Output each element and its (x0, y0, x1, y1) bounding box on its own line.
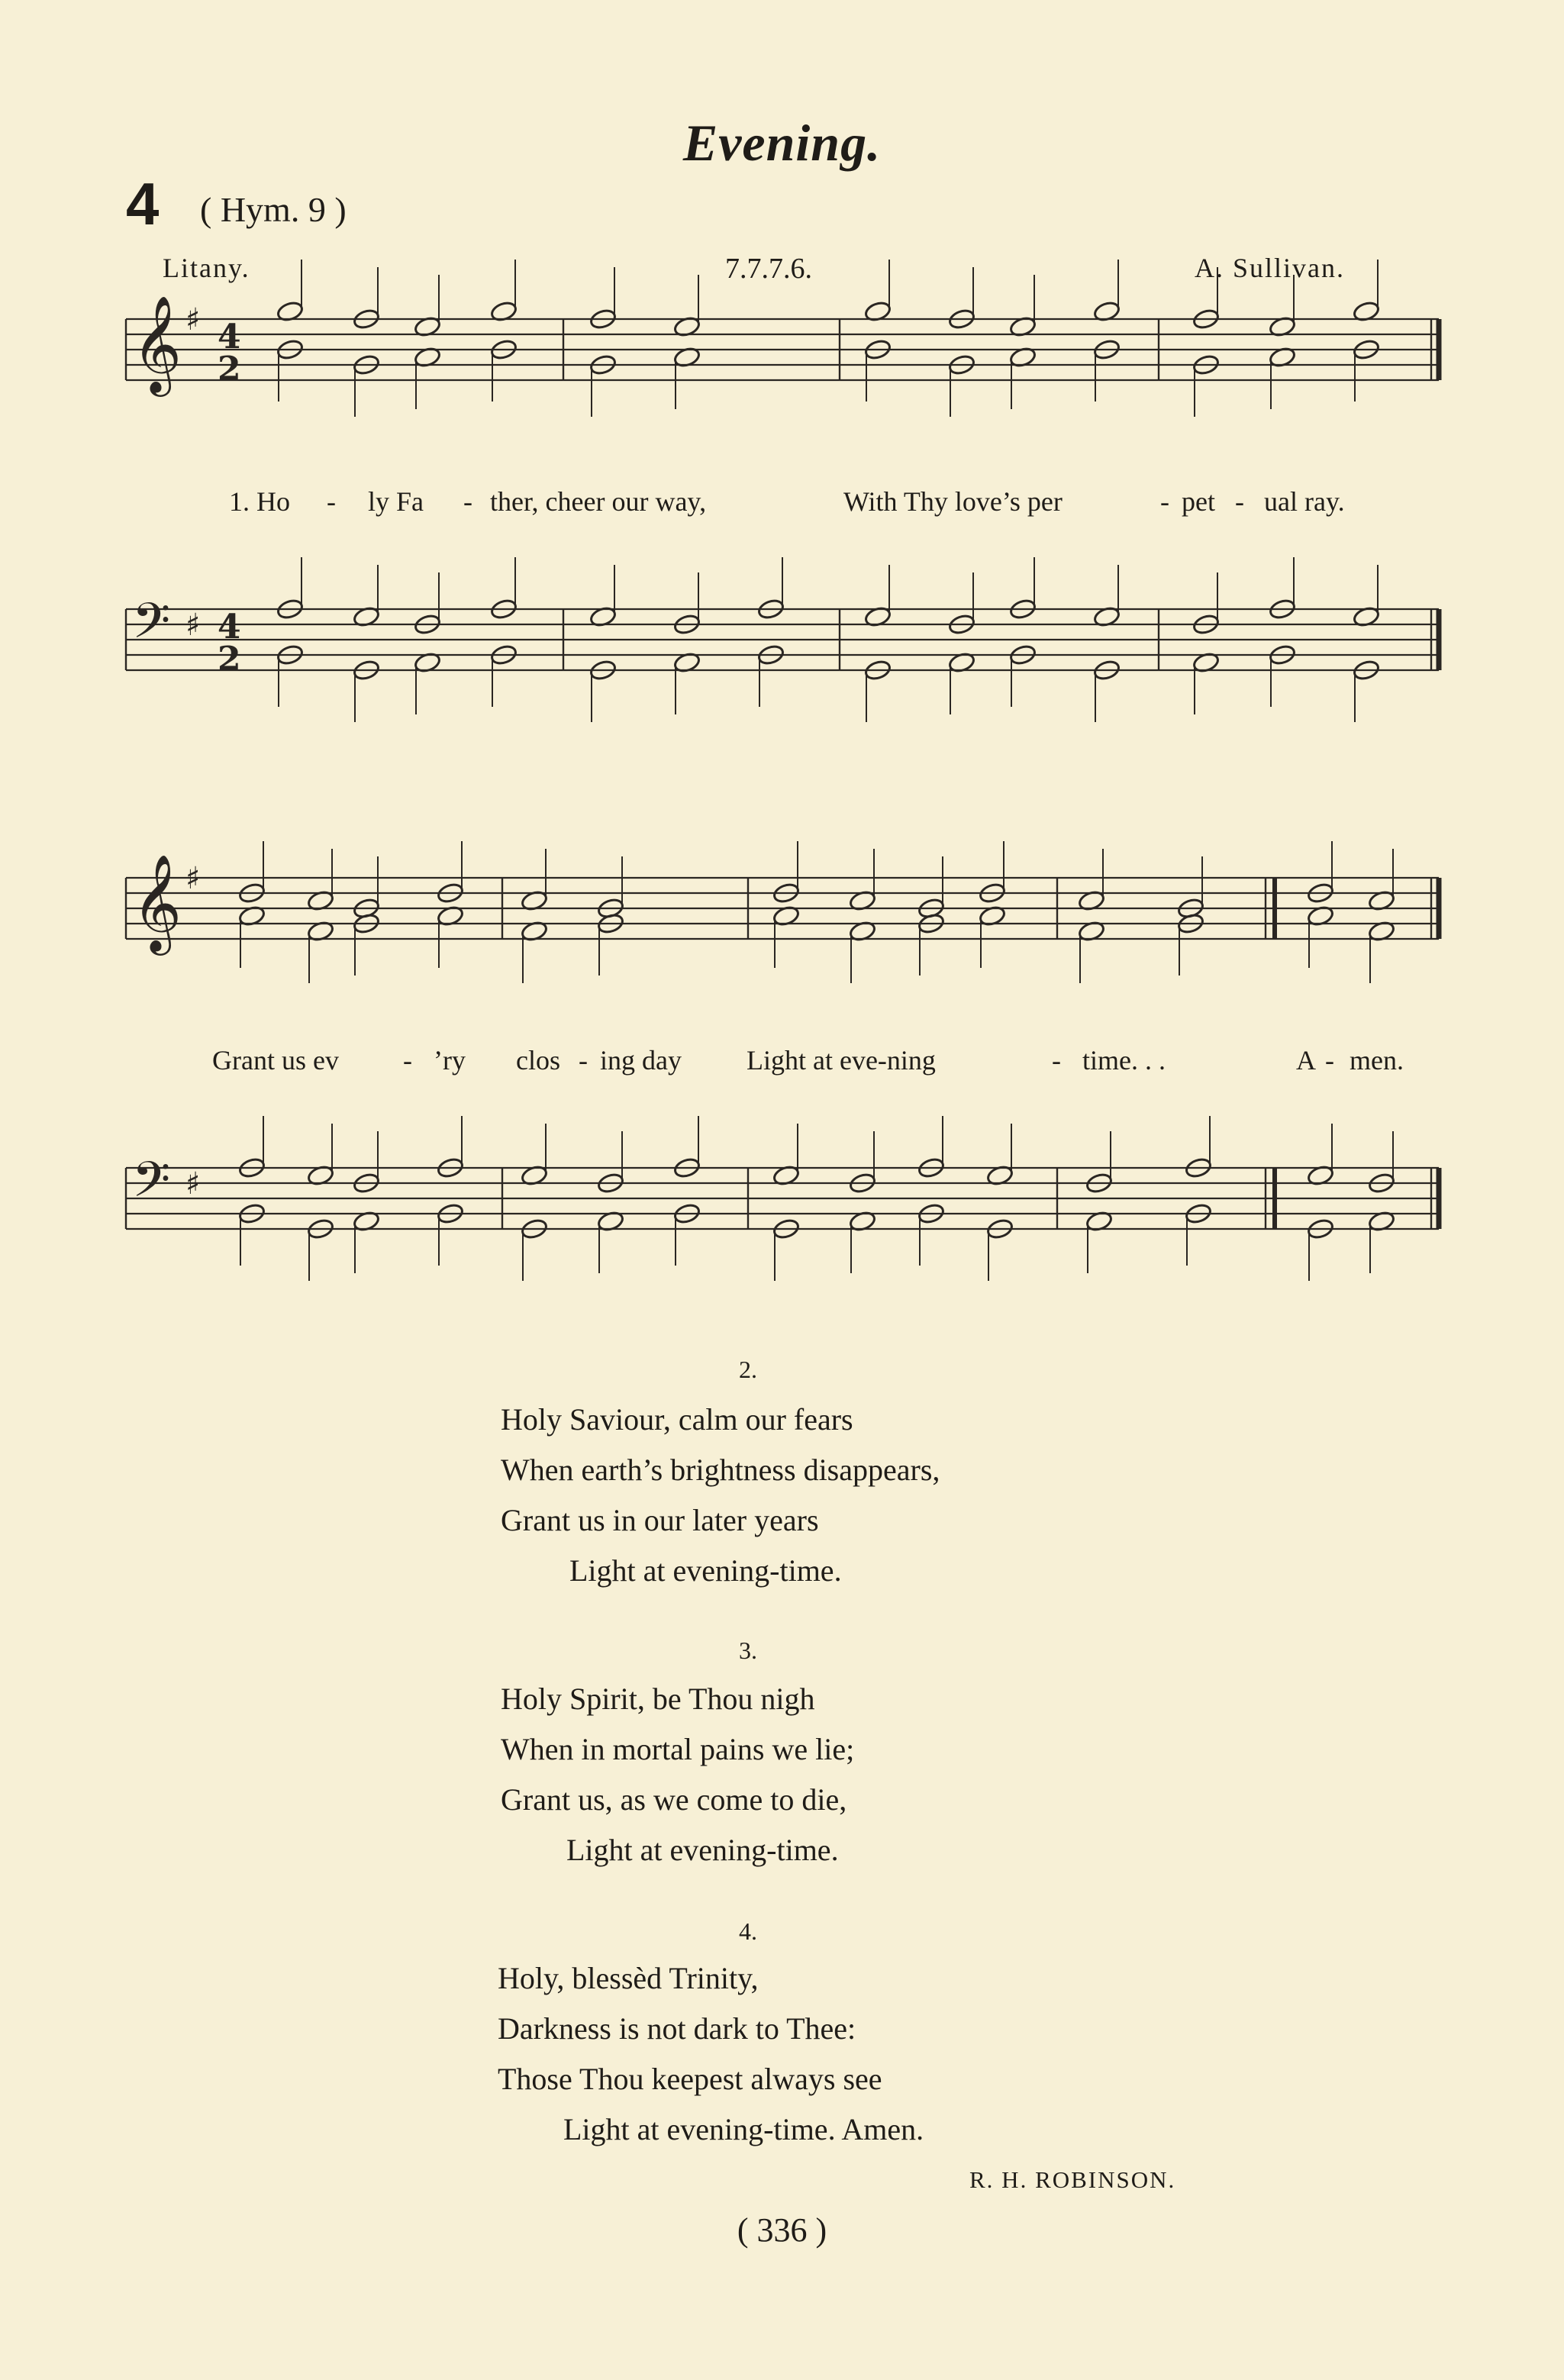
page-number: ( 336 ) (737, 2211, 827, 2249)
lyric-syllable: Light at eve-ning (747, 1045, 936, 1076)
meter: 7.7.7.6. (725, 253, 812, 285)
lyric-syllable: A (1296, 1045, 1316, 1076)
verse-line: When earth’s brightness disappears, (501, 1453, 940, 1487)
section-title: Evening. (682, 114, 882, 172)
lyric-syllable: time. . . (1082, 1045, 1166, 1076)
lyric-syllable: pet (1182, 486, 1215, 517)
lyric-hyphen: - (327, 486, 336, 517)
verse-line: When in mortal pains we lie; (501, 1732, 855, 1766)
verse-line: Grant us, as we come to die, (501, 1782, 847, 1817)
verse-line: Grant us in our later years (501, 1503, 819, 1537)
bass-clef-icon: 𝄢 (132, 593, 171, 662)
sharp-icon: ♯ (185, 608, 201, 643)
verse-line: Light at evening-time. Amen. (563, 2112, 924, 2146)
treble-clef-icon: 𝄞 (132, 853, 182, 951)
treble-clef-icon: 𝄞 (132, 295, 182, 392)
verse-line: Holy Spirit, be Thou nigh (501, 1682, 815, 1716)
sharp-icon: ♯ (185, 861, 201, 896)
lyric-syllable: Grant us ev (212, 1045, 339, 1076)
lyric-hyphen: - (1325, 1045, 1334, 1076)
lyric-syllable: clos (516, 1045, 560, 1076)
lyric-syllable: With Thy love’s per (843, 486, 1063, 517)
bass-clef-icon: 𝄢 (132, 1152, 171, 1221)
tune-name: Litany. (163, 253, 250, 283)
verse-line: Those Thou keepest always see (498, 2062, 882, 2096)
verse-line: Holy Saviour, calm our fears (501, 1402, 853, 1437)
author-credit: R. H. ROBINSON. (969, 2166, 1176, 2193)
hymn-reference: ( Hym. 9 ) (200, 190, 347, 229)
lyric-syllable: ly Fa (368, 486, 424, 517)
lyric-hyphen: - (463, 486, 472, 517)
lyric-syllable: 1. Ho (229, 486, 290, 517)
lyric-hyphen: - (1160, 486, 1169, 517)
lyric-syllable: men. (1350, 1045, 1404, 1076)
sharp-icon: ♯ (185, 302, 201, 337)
verse-line: Holy, blessèd Trinity, (498, 1961, 759, 1995)
time-signature: 2 (218, 640, 241, 679)
sharp-icon: ♯ (185, 1166, 201, 1201)
time-signature: 4 (218, 318, 241, 356)
verse-line: Light at evening-time. (566, 1833, 839, 1867)
time-signature: 4 (218, 608, 241, 647)
lyric-hyphen: - (403, 1045, 412, 1076)
composer: A. Sullivan. (1195, 253, 1346, 283)
lyric-syllable: ual ray. (1264, 486, 1345, 517)
lyric-syllable: ther, cheer our way, (490, 486, 707, 517)
lyric-hyphen: - (1052, 1045, 1061, 1076)
verse-number: 2. (739, 1356, 757, 1383)
verse-line: Darkness is not dark to Thee: (498, 2011, 856, 2046)
lyric-hyphen: - (1235, 486, 1244, 517)
lyric-hyphen: - (579, 1045, 588, 1076)
lyric-syllable: ’ry (434, 1045, 466, 1076)
lyric-syllable: ing day (600, 1045, 682, 1076)
time-signature: 2 (218, 350, 241, 389)
verse-line: Light at evening-time. (569, 1553, 842, 1588)
verse-number: 4. (739, 1917, 757, 1945)
hymn-number: 4 (126, 170, 160, 237)
verse-number: 3. (739, 1637, 757, 1664)
